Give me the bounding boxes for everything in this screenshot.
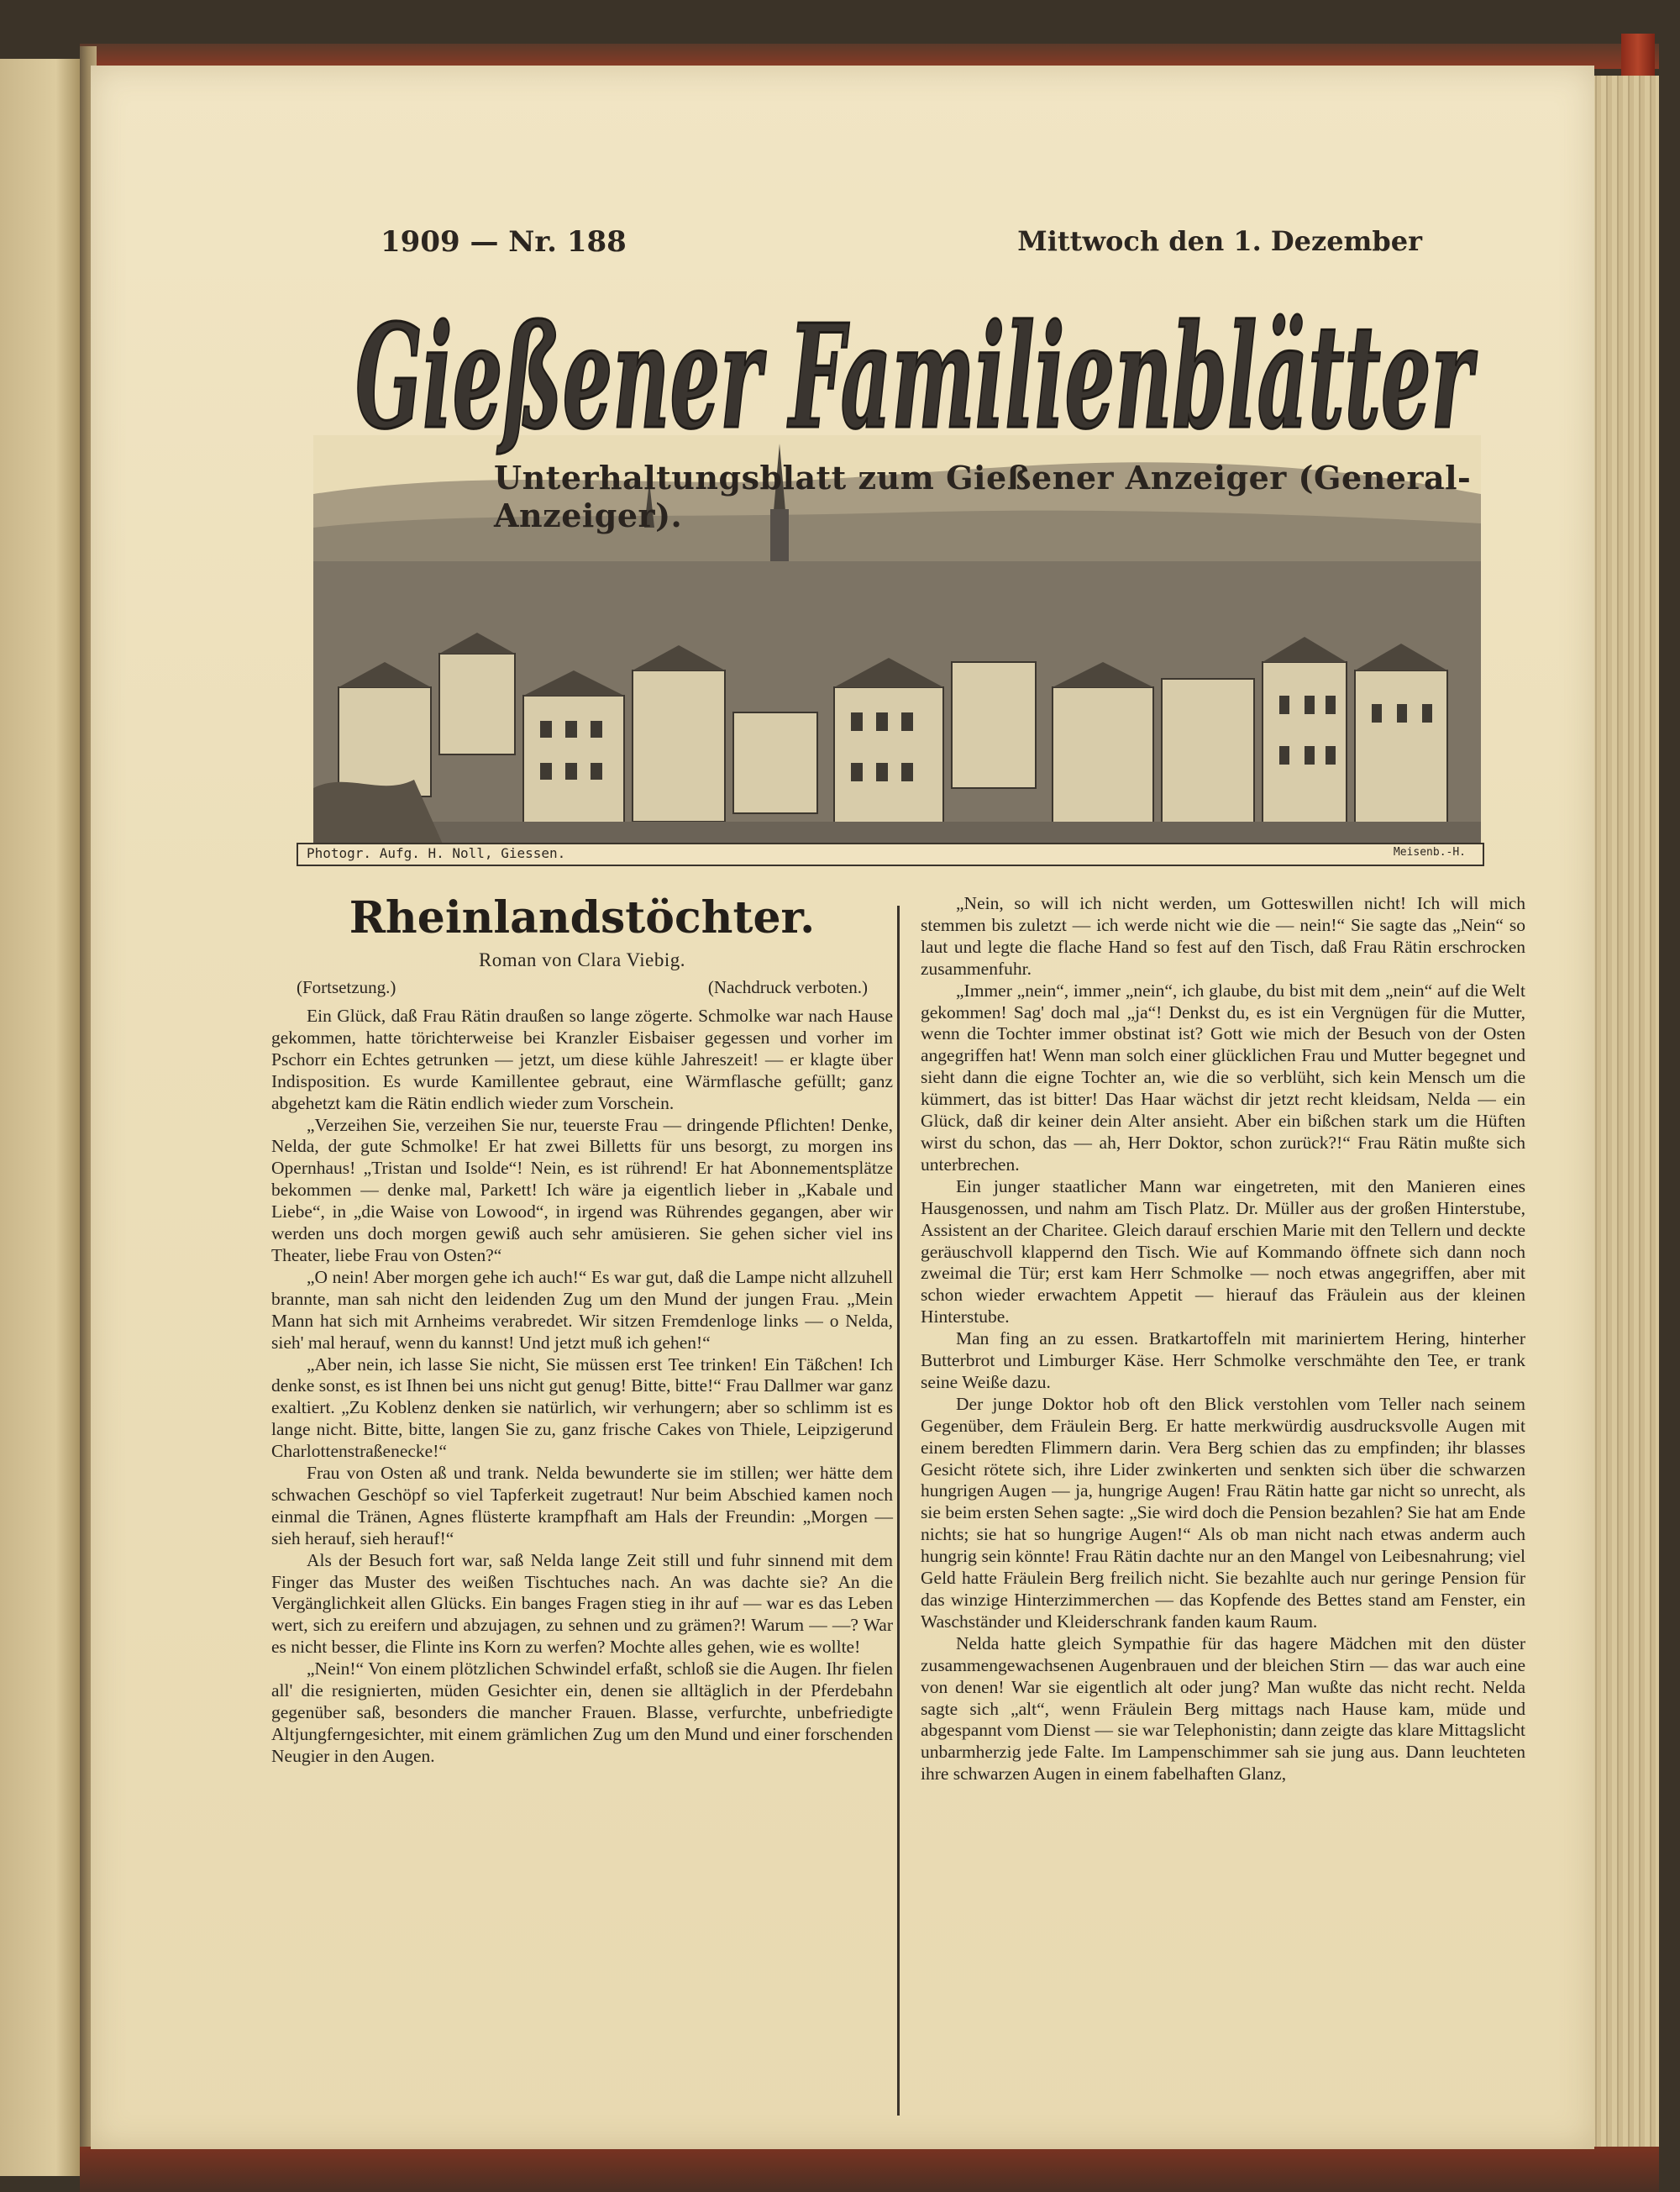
masthead-subtitle: Unterhaltungsblatt zum Gießener Anzeiger (General-Anzeiger). bbox=[494, 459, 1472, 534]
column-rule bbox=[897, 906, 900, 2116]
paragraph: Man fing an zu essen. Bratkartoffeln mit mariniertem Hering, hinterher Butterbrot und Limburger Käse. Herr Schmolke verschmähte den Tee, er trank seine Weiße dazu. bbox=[921, 1328, 1525, 1392]
masthead-title bbox=[347, 276, 1489, 486]
story-notes bbox=[271, 977, 893, 1002]
paragraph: „Aber nein, ich lasse Sie nicht, Sie müssen erst Tee trinken! Ein Täßchen! Ich denke sonst, es ist Ihnen bei uns nicht gut genug! Bitte, bitte!“ Frau Dallmer war ganz exaltiert. „Zu Koblenz denken sie natürlich, wir verhungern; aber so schlimm ist es lange nicht. Bitte, bitte, langen Sie zu, ganz frische Cakes von Thiele, Leipzigerund Charlottenstraßenecke!“ bbox=[271, 1354, 893, 1462]
story-title: Rheinlandstöchter. bbox=[349, 892, 816, 944]
masthead-title-text: Gießener Familienblätter bbox=[355, 293, 1478, 461]
cover-bottom-edge bbox=[80, 2147, 1659, 2192]
left-column bbox=[271, 893, 893, 1768]
right-column bbox=[921, 893, 1525, 1785]
paragraph: „Immer „nein“, immer „nein“, ich glaube, du bist mit dem „nein“ auf die Welt gekommen! Sag' doch mal „ja“! Denkst du, es ist ein Vergnügen für die Mutter, wenn die Tochter immer obstinat ist? Gott wie mich der Besuch von der Osten angegriffen hat! Wenn man solch einer glücklichen Frau und Mutter begegnet und sieht dann die eigne Tochter an, wie die so verblüht, sich kein Mensch um die kümmert, das ist bitter! Das Haar wächst dir jetzt recht kleidsam, Nelda — ein Glück, daß dir keiner dein Alter ansieht. Aber ein bißchen stark um die Hüften wirst du schon, das — ah, Herr Doktor, schon zurück?!“ Frau Rätin mußte sich unterbrechen. bbox=[921, 980, 1525, 1175]
continuation-note: (Fortsetzung.) bbox=[297, 977, 396, 997]
issue-number: 1909 — Nr. 188 bbox=[381, 225, 627, 259]
paragraph: Nelda hatte gleich Sympathie für das hagere Mädchen mit den düster zusammengewachsenen Augenbrauen und der bleichen Stirn — das war auch eine von denen! War sie eigentlich alt oder jung? Man wußte das nicht recht. Nelda sagte sich „alt“, wenn Fräulein Berg mittags nach Hause kam, müde und abgespannt vom Dienst — sie war Telephonistin; dann zeigte das klare Mittagslicht unbarmherzig jede Falte. Im Lampenschimmer sah sie jung aus. Dann leuchteten ihre schwarzen Augen in einem fabelhaften Glanz, bbox=[921, 1632, 1525, 1785]
paragraph: Frau von Osten aß und trank. Nelda bewunderte sie im stillen; wer hätte dem schwachen Geschöpf so viel Tapferkeit zugetraut! Nur beim Abschied kamen noch einmal die Tränen, Agnes flüsterte krampfhaft am Hals der Freundin: „Morgen — sieh herauf, sieh herauf!“ bbox=[271, 1463, 893, 1548]
paragraph: „Nein, so will ich nicht werden, um Gotteswillen nicht! Ich will mich stemmen bis zuletzt — ich werde nicht wie die — nein!“ Sie sagte das „Nein“ so laut und legte die flache Hand so fest auf den Tisch, daß Frau Rätin erschrocken zusammenfuhr. bbox=[921, 893, 1525, 979]
paragraph: Ein junger staatlicher Mann war eingetreten, mit den Manieren eines Hausgenossen, und nahm am Tisch Platz. Dr. Müller aus der großen Hinterstube, Assistent an der Charitee. Gleich darauf erschien Marie mit den Tellern und deckte geräuschvoll klappernd den Tisch. Wie auf Kommando öffnete sich dann noch zweimal die Tür; erst kam Herr Schmolke — noch etwas angegriffen, aber mit schon wieder erwachtem Appetit — hierauf das Fräulein aus der kleinen Hinterstube. bbox=[921, 1175, 1525, 1327]
paragraph: „Verzeihen Sie, verzeihen Sie nur, teuerste Frau — dringende Pflichten! Denke, Nelda, der gute Schmolke! Er hat zwei Billetts für uns besorgt, zu morgen ins Opernhaus! „Tristan und Isolde“! Nein, es ist rührend! Er hat Abonnementsplätze bekommen — denke mal, Parkett! Ich wäre ja eigentlich lieber in „Kabale und Liebe“, in „die Waise von Lowood“, in irgend was Rührendes gegangen, aber wir werden uns doch morgen gewiß auch sehr amüsieren. Sie gehen sicher viel ins Theater, liebe Frau von Osten?“ bbox=[271, 1114, 893, 1265]
reprint-note: (Nachdruck verboten.) bbox=[707, 977, 868, 997]
story-byline: Roman von Clara Viebig. bbox=[478, 949, 686, 970]
engraver-mark: Meisenb.-H. bbox=[1393, 846, 1466, 859]
newspaper-page bbox=[91, 66, 1594, 2149]
photo-credit-bar bbox=[297, 843, 1484, 866]
masthead bbox=[307, 225, 1481, 872]
paragraph: „O nein! Aber morgen gehe ich auch!“ Es war gut, daß die Lampe nicht allzuhell brannte, man sah nicht den leidenden Zug um den Mund der jungen Frau. „Mein Mann hat sich mit Arnheims verabredet. Wir sitzen Fremdenloge links — o Nelda, sieh' mal herauf, wenn du kannst! Und jetzt muß ich gehen!“ bbox=[271, 1266, 893, 1353]
paragraph: „Nein!“ Von einem plötzlichen Schwindel erfaßt, schloß sie die Augen. Ihr fielen all' die resignierten, müden Gesichter ein, denen sie alltäglich in der Pferdebahn gegenüber saß, besonders die mancher Frauen. Blasse, verfurchte, unbefriedigte Altjungferngesichter, mit einem grämlichen Zug um den Mund und einer forschenden Neugier in den Augen. bbox=[271, 1658, 893, 1766]
facing-page-edge bbox=[0, 59, 80, 2176]
paragraph: Der junge Doktor hob oft den Blick verstohlen vom Teller nach seinem Gegenüber, dem Fräulein Berg. Er hatte merkwürdig ausdrucksvolle Augen mit einem beredten Flimmern darin. Vera Berg schien das zu empfinden; ihr blasses Gesicht rötete sich, ihre Lider zwinkerten und senkten sich über die schwarzen hungrigen Augen — ja, hungrige Augen! Frau Rätin hatte gar nicht so unrecht, als sie beim ersten Sehen sagte: „Sie wird doch die Pension bezahlen? Sie hat am Ende nichts; sie hat so hungrige Augen!“ Als ob man nicht nach etwas anderm auch hungrig sein könnte! Frau Rätin dachte nur an den Mangel von Leibesnahrung; viel Geld hatte Fräulein Berg freilich nicht. Sie bezahlte auch nur geringe Pension für das winzige Hinterzimmerchen — das Kopfende des Bettes stand am Fenster, ein Waschständer und Kleiderschrank fanden kaum Raum. bbox=[921, 1393, 1525, 1632]
paragraph: Ein Glück, daß Frau Rätin draußen so lange zögerte. Schmolke war nach Hause gekommen, hatte törichterweise bei Kranzler Eisbaiser gegessen und vorher im Pschorr ein Echtes getrunken — jetzt, um diese kühle Jahreszeit! — er klagte über Indisposition. Es wurde Kamillentee gebraut, eine Wärmflasche gefüllt; ganz abgehetzt kam die Rätin endlich wieder zum Vorschein. bbox=[271, 1006, 893, 1113]
paragraph: Als der Besuch fort war, saß Nelda lange Zeit still und fuhr sinnend mit dem Finger das Muster des weißen Tischtuches nach. An was dachte sie? An die Vergänglichkeit allen Glücks. Ein banges Fragen stieg in ihr auf — war es das Leben wert, sich zu ereifern und abzujagen, zu sehnen und zu grämen?! Warum — —? War es nicht besser, die Flinte ins Korn zu werfen? Mochte alles gehen, wie es wollte! bbox=[271, 1549, 893, 1658]
photo-credit: Photogr. Aufg. H. Noll, Giessen. bbox=[307, 845, 566, 861]
issue-date: Mittwoch den 1. Dezember bbox=[1017, 225, 1422, 257]
